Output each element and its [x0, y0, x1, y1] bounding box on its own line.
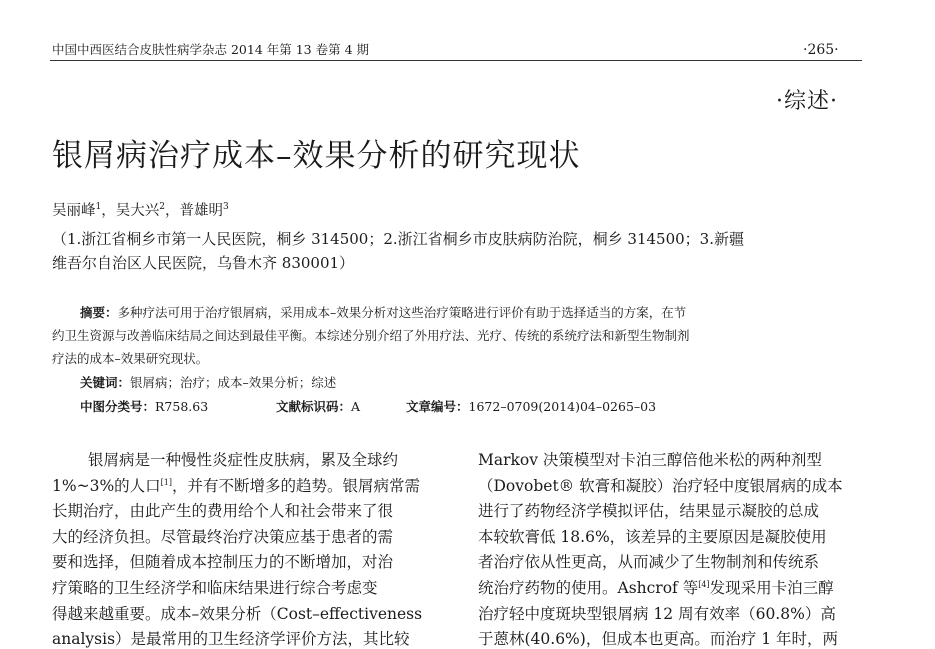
abstract-text: 多种疗法可用于治疗银屑病，采用成本–效果分析对这些治疗策略进行评价有助于选择适当的方案，在节	[117, 305, 687, 320]
article-number-value: 1672–0709(2014)04–0265–03	[468, 399, 657, 414]
author-affil-mark: 1	[95, 202, 102, 213]
body-text: 本较软膏低 18.6%，该差异的主要原因是凝胶使用	[478, 527, 827, 546]
body-text: Markov 决策模型对卡泊三醇倍他米松的两种剂型	[478, 451, 822, 469]
body-text: 长期治疗，由此产生的费用给个人和社会带来了很	[52, 502, 394, 521]
citation-ref: [4]	[698, 579, 710, 589]
body-text: 银屑病是一种慢性炎症性皮肤病，累及全球约	[88, 451, 399, 469]
author-affil-mark: 2	[159, 202, 165, 213]
body-text-line	[52, 576, 378, 598]
body-text: 要和选择，但随着成本控制压力的不断增加，对治	[52, 553, 394, 572]
affiliation-line: （1.浙江省桐乡市第一人民医院，桐乡 314500；2.浙江省桐乡市皮肤病防治院，桐乡 314500；3.新疆	[52, 230, 744, 248]
body-text-line	[478, 576, 834, 598]
header-rule	[50, 60, 862, 61]
keywords-text: 银屑病；治疗；成本–效果分析；综述	[130, 375, 337, 390]
body-text: 治疗轻中度斑块型银屑病 12 周有效率（60.8%）高	[478, 604, 836, 623]
document-code	[276, 397, 360, 415]
body-text-line	[478, 550, 819, 572]
keywords-label: 关键词：	[80, 375, 131, 390]
body-text: 统治疗药物的使用。Ashcrof 等	[478, 579, 699, 597]
citation-ref: [1]	[160, 477, 173, 487]
body-text-line	[478, 499, 819, 521]
running-head: 中国中西医结合皮肤性病学杂志 2014 年第 13 卷第 4 期	[52, 42, 370, 57]
body-text: 疗策略的卫生经济学和临床结果进行综合考虑变	[52, 579, 378, 597]
page-number: ·265·	[803, 42, 839, 58]
abstract-label: 摘要：	[80, 305, 118, 320]
abstract-line: 约卫生资源与改善临床结局之间达到最佳平衡。本综述分别介绍了外用疗法、光疗、传统的系统疗法和新型生物制剂	[52, 328, 690, 343]
body-text-line	[52, 525, 393, 547]
keywords	[80, 373, 336, 391]
document-code-label: 文献标识码：	[276, 399, 352, 414]
article-number	[406, 397, 656, 415]
body-text-line	[478, 627, 838, 649]
article-title: 银屑病治疗成本–效果分析的研究现状	[52, 138, 581, 174]
classification-label: 中图分类号：	[80, 399, 156, 414]
body-text-line	[88, 448, 398, 470]
body-text: ，并有不断增多的趋势。银屑病常需	[172, 476, 421, 495]
author-name: 吴丽峰	[52, 203, 96, 219]
body-text-line	[52, 474, 420, 496]
body-text-line	[52, 627, 410, 649]
article-number-label: 文章编号：	[406, 399, 469, 414]
body-text-line	[478, 602, 836, 624]
body-text: 大的经济负担。尽管最终治疗决策应基于患者的需	[52, 527, 394, 546]
body-text-line	[478, 448, 822, 470]
classification-value: R758.63	[155, 399, 209, 414]
body-text-line	[52, 602, 422, 624]
document-code-value: A	[351, 399, 361, 414]
body-text-line	[478, 474, 843, 496]
author-list: 吴丽峰$^1$，吴大兴$^2$，普雄明$^3$	[52, 202, 229, 219]
body-text: analysis）是最常用的卫生经济学评价方法，其比较	[52, 630, 410, 649]
body-text-line	[52, 499, 393, 521]
author-name: 吴大兴	[115, 203, 160, 219]
body-text: 1%~3%的人口	[52, 476, 161, 495]
author-affil-mark: 3	[222, 202, 229, 213]
author-name: 普雄明	[179, 203, 223, 219]
body-text: 进行了药物经济学模拟评估，结果显示凝胶的总成	[478, 502, 820, 521]
body-text-line	[478, 525, 827, 547]
classification-number	[80, 397, 208, 415]
body-text: 者治疗依从性更高，从而减少了生物制剂和传统系	[478, 553, 820, 572]
abstract-line: 疗法的成本–效果研究现状。	[52, 351, 209, 366]
affiliation-line: 维吾尔自治区人民医院，乌鲁木齐 830001）	[52, 254, 355, 272]
abstract-line	[80, 303, 686, 321]
section-label: ·综述·	[776, 89, 838, 114]
body-text: 于蒽林(40.6%)，但成本也更高。而治疗 1 年时，两	[478, 630, 839, 649]
body-text-line	[52, 550, 393, 572]
body-text: 得越来越重要。成本–效果分析（Cost–effectiveness	[52, 604, 423, 623]
body-text: 发现采用卡泊三醇	[709, 579, 834, 597]
body-text: （Dovobet® 软膏和凝胶）治疗轻中度银屑病的成本	[478, 476, 843, 495]
